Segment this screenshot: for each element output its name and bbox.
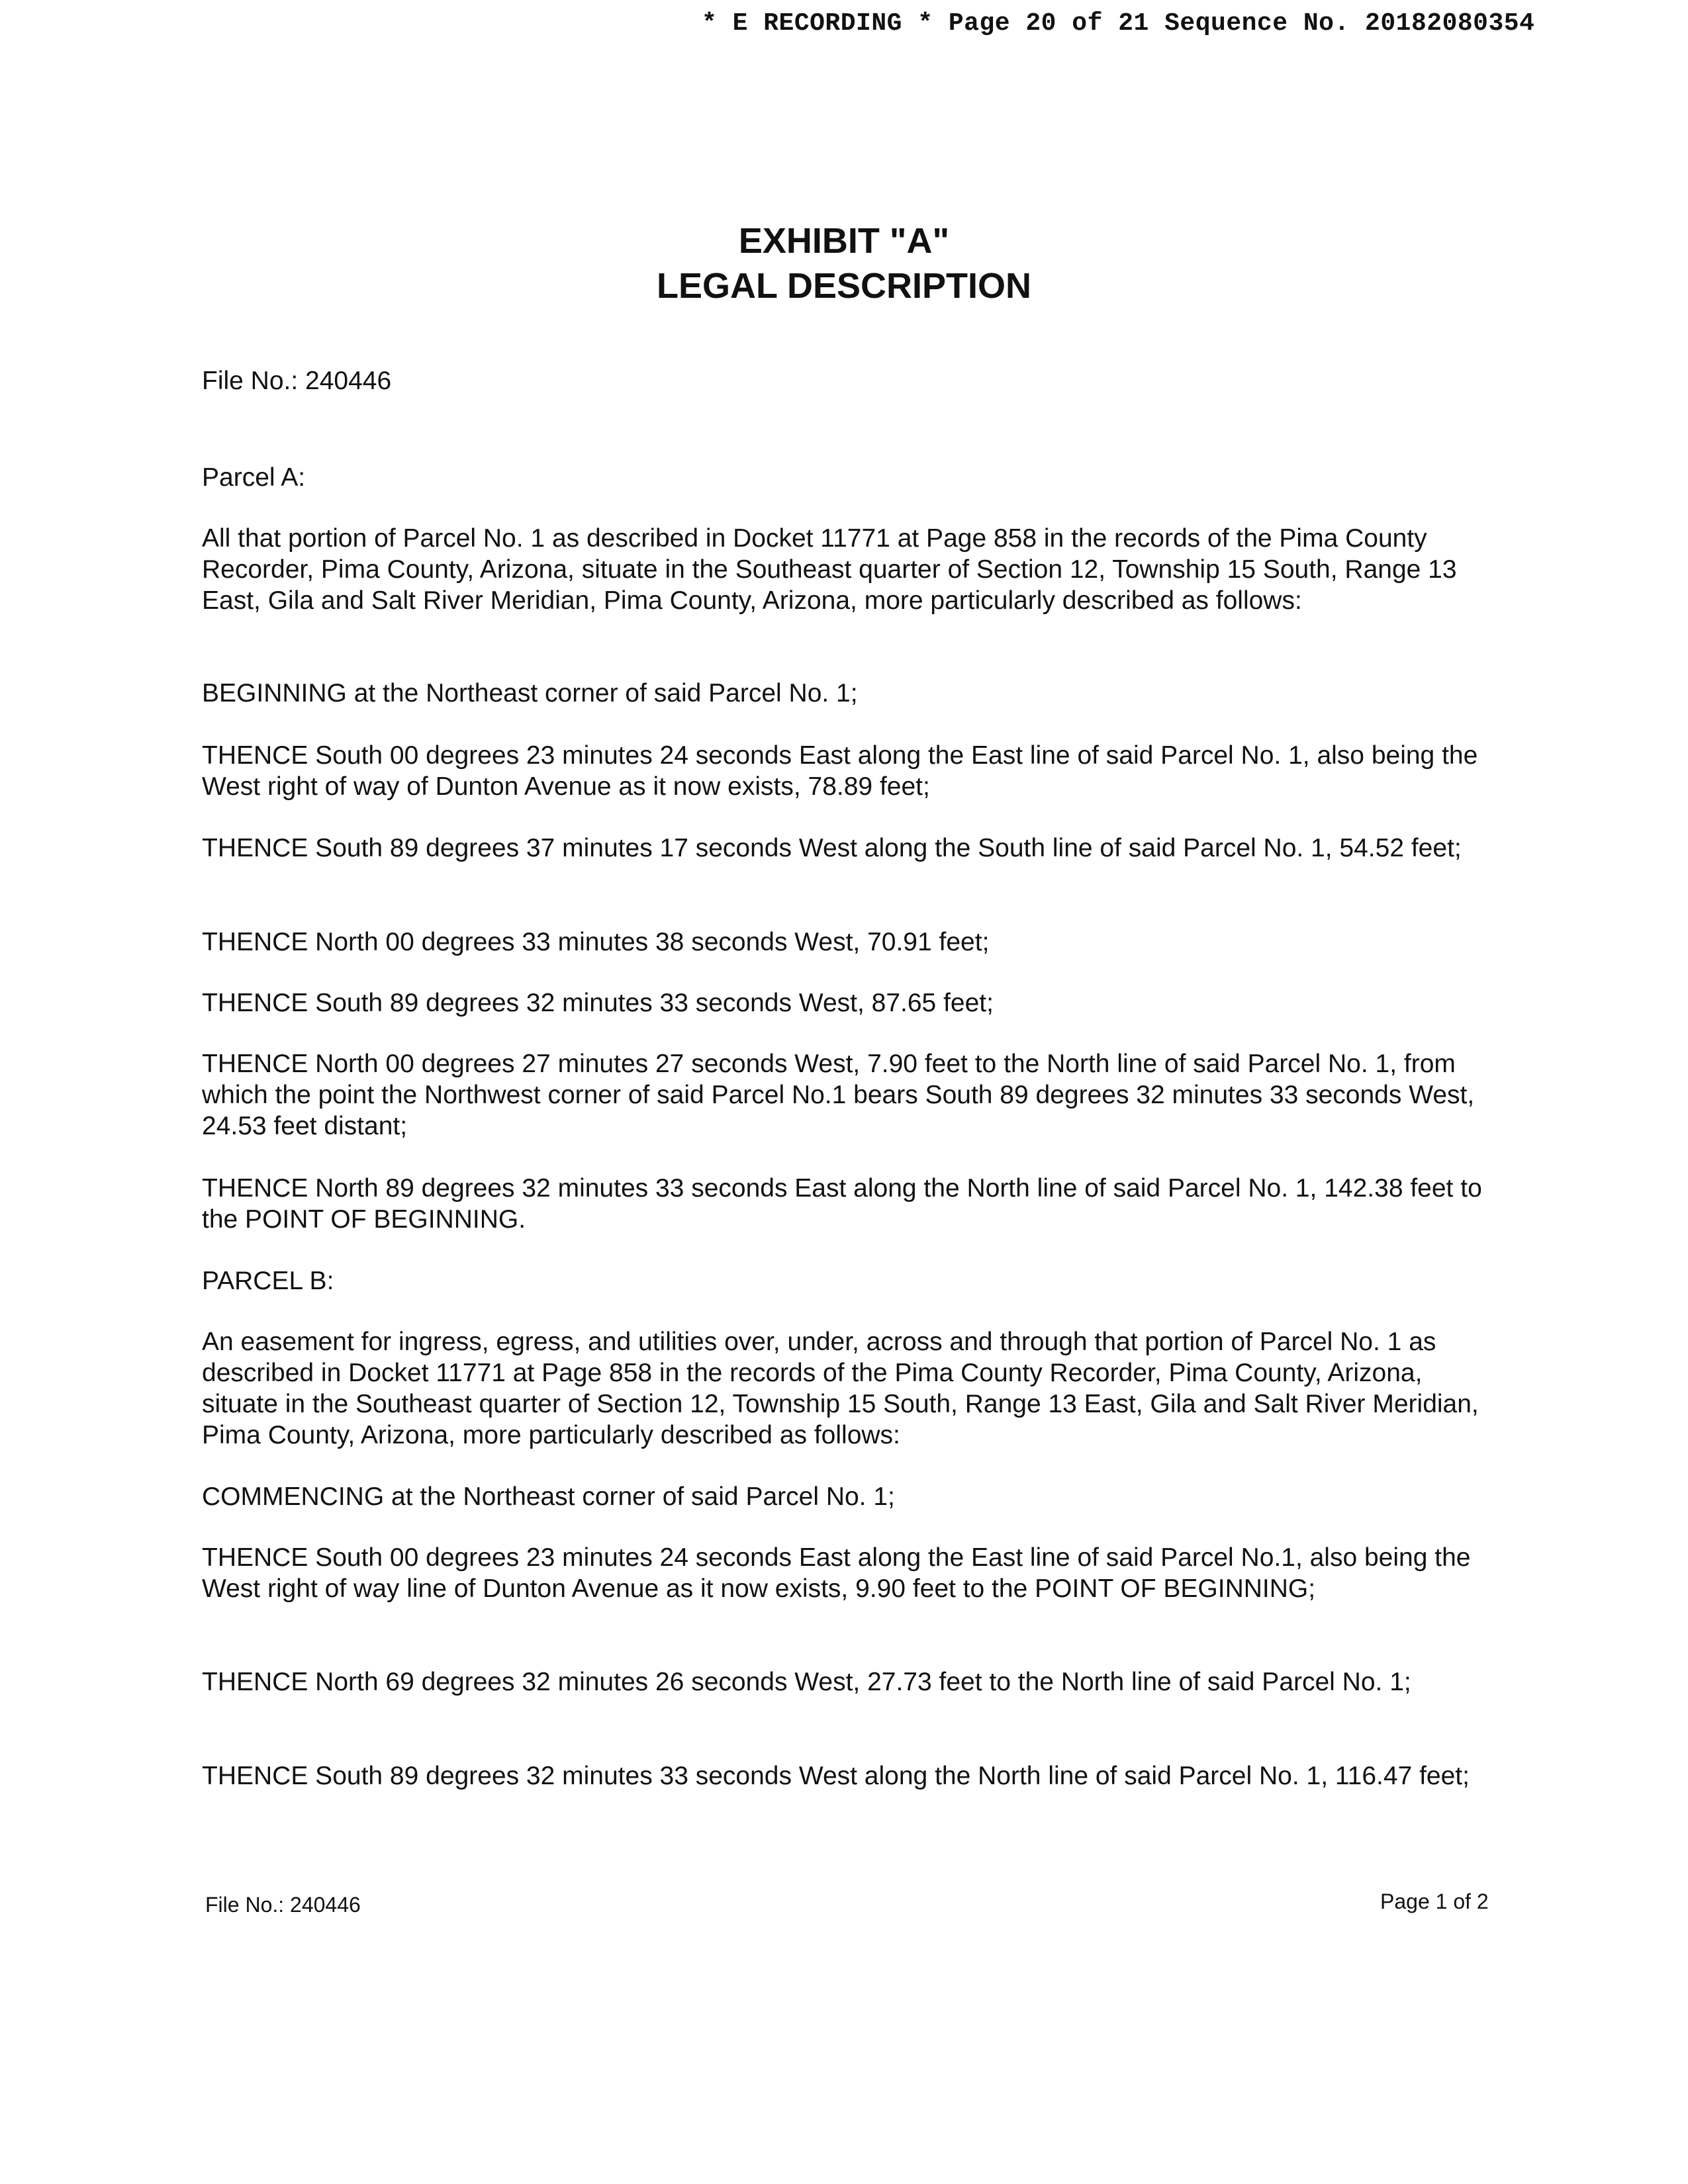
footer-file-number: File No.: 240446 [205,1893,361,1917]
footer-page-number: Page 1 of 2 [1380,1889,1489,1913]
parcel-a-call-6: THENCE North 89 degrees 32 minutes 33 seconds East along the North line of said Parcel No. 1, 142.38 feet to the POINT OF BEGINNING. [202,1174,1482,1234]
parcel-b-commencing: COMMENCING at the Northeast corner of said Parcel No. 1; [202,1482,895,1511]
parcel-a-call-5: THENCE North 00 degrees 27 minutes 27 seconds West, 7.90 feet to the North line of said Parcel No. 1, from which the point the Northwest corner of said Parcel No.1 bears South 89 degrees 32 minutes 33 seconds West, 24.53 feet distant; [202,1050,1475,1140]
parcel-a-intro: All that portion of Parcel No. 1 as described in Docket 11771 at Page 858 in the records of the Pima County Recorder, Pima County, Arizona, situate in the Southeast quarter of Section 12, Township 15 South, Range 13 East, Gila and Salt River Meridian, Pima County, Arizona, more particularly described as follows: [202,524,1457,615]
recording-header: * E RECORDING * Page 20 of 21 Sequence No. 20182080354 [702,9,1535,38]
parcel-b-call-3: THENCE South 89 degrees 32 minutes 33 seconds West along the North line of said Parcel No. 1, 116.47 feet; [202,1762,1470,1790]
parcel-a-call-1: THENCE South 00 degrees 23 minutes 24 seconds East along the East line of said Parcel No. 1, also being the West right of way of Dunton Avenue as it now exists, 78.89 feet; [202,741,1478,801]
parcel-b-call-2: THENCE North 69 degrees 32 minutes 26 seconds West, 27.73 feet to the North line of said Parcel No. 1; [202,1668,1411,1696]
parcel-b-heading: PARCEL B: [202,1267,334,1295]
exhibit-title [0,218,1688,308]
parcel-a-call-3: THENCE North 00 degrees 33 minutes 38 seconds West, 70.91 feet; [202,928,990,956]
parcel-b-call-1: THENCE South 00 degrees 23 minutes 24 seconds East along the East line of said Parcel No.1, also being the West right of way line of Dunton Avenue as it now exists, 9.90 feet to the POINT OF BEGINNING; [202,1543,1471,1603]
parcel-a-heading: Parcel A: [202,463,306,492]
parcel-b-intro: An easement for ingress, egress, and utilities over, under, across and through that portion of Parcel No. 1 as described in Docket 11771 at Page 858 in the records of the Pima County Recorder, Pima County, Arizona, situate in the Southeast quarter of Section 12, Township 15 South, Range 13 East, Gila and Salt River Meridian, Pima County, Arizona, more particularly described as follows: [202,1328,1479,1449]
parcel-a-call-2: THENCE South 89 degrees 37 minutes 17 seconds West along the South line of said Parcel No. 1, 54.52 feet; [202,834,1462,862]
parcel-a-call-4: THENCE South 89 degrees 32 minutes 33 seconds West, 87.65 feet; [202,989,994,1017]
exhibit-title-line-2: LEGAL DESCRIPTION [656,266,1032,306]
file-number: File No.: 240446 [202,367,392,395]
parcel-a-beginning: BEGINNING at the Northeast corner of said Parcel No. 1; [202,679,858,707]
exhibit-title-line-1: EXHIBIT "A" [738,221,950,261]
